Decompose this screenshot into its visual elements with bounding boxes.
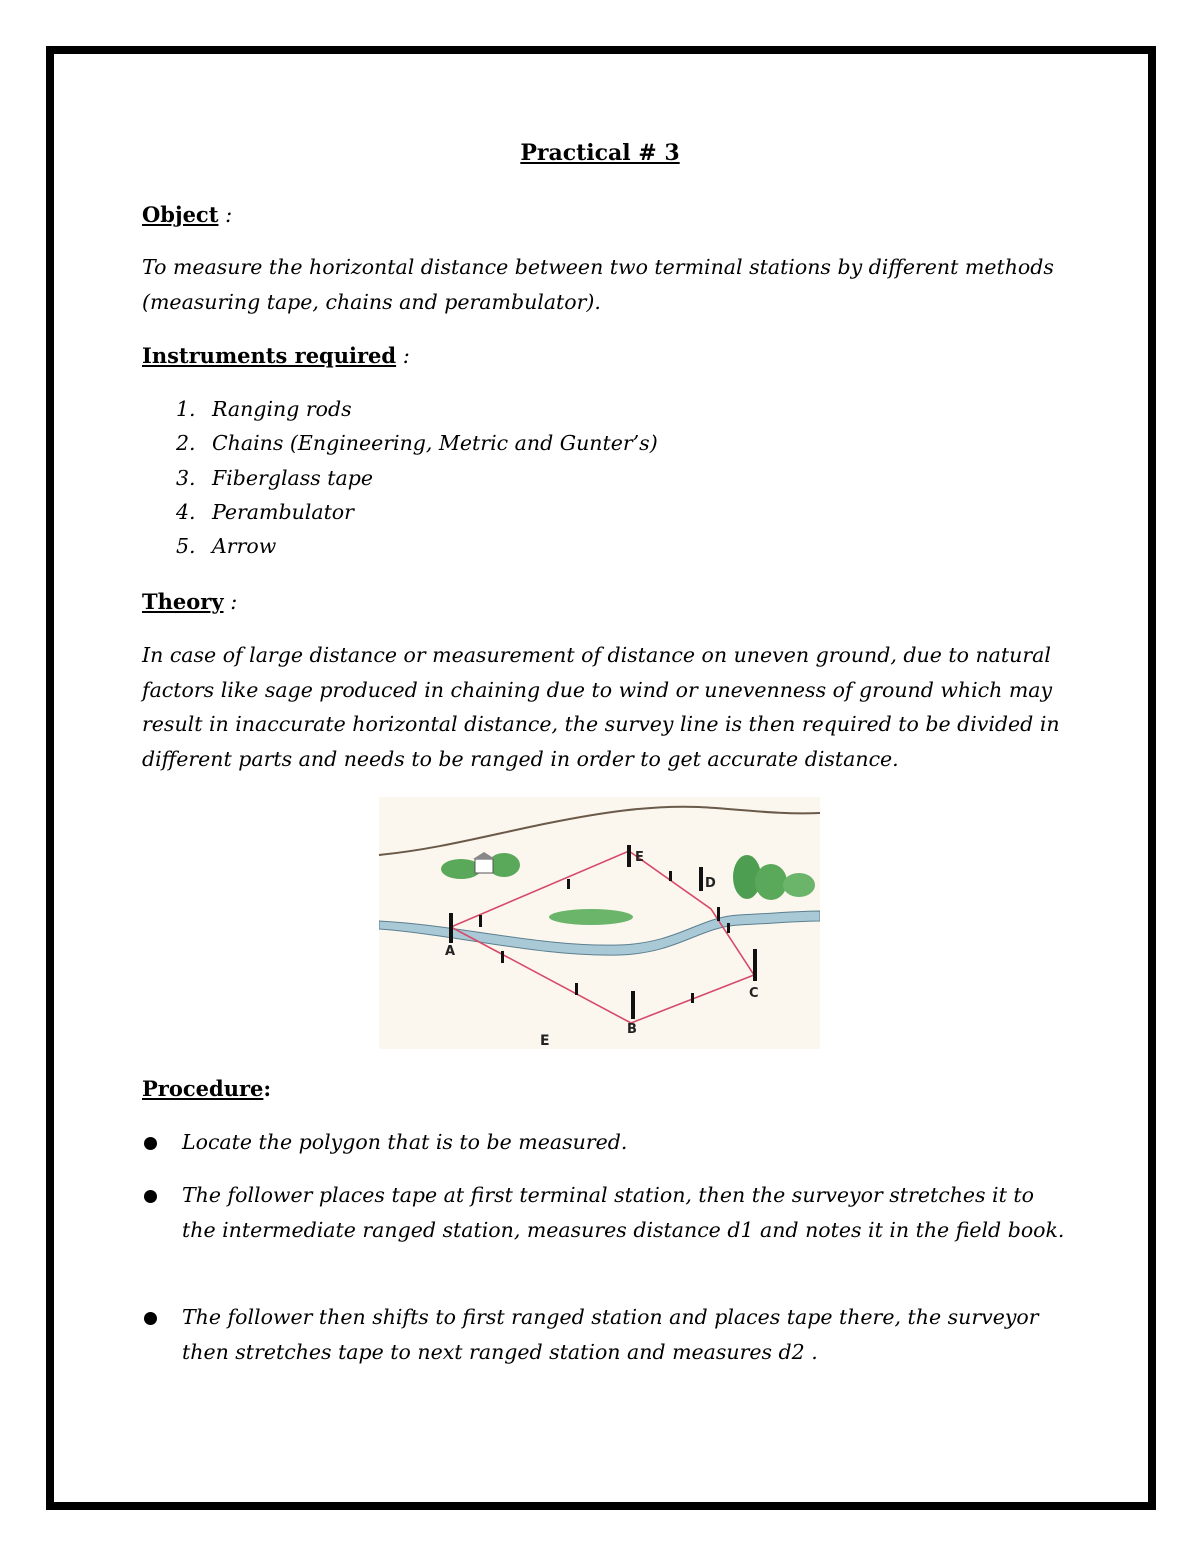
theory-heading-colon: : <box>223 590 238 614</box>
label-b: B <box>627 1022 637 1037</box>
procedure-heading-label: Procedure <box>142 1076 264 1101</box>
instrument-text: Chains (Engineering, Metric and Gunter’s) <box>212 431 658 456</box>
procedure-item: The follower places tape at first terminal station, then the surveyor stretches it to the intermediate ranged station, measures distance d1 and notes it in the field book. <box>182 1183 1065 1242</box>
theory-text: In case of large distance or measurement of distance on uneven ground, due to natural factors like sage produced in chaining due to wind or unevenness of ground which may result in inaccurate horizontal distance, the survey line is then required to be divided in different parts and needs to be ranged in order to get accurate distance. <box>142 643 1060 771</box>
object-text: To measure the horizontal distance between two terminal stations by different methods (measuring tape, chains and perambulator). <box>142 255 1054 314</box>
object-heading-colon: : <box>218 203 233 227</box>
object-heading-label: Object <box>142 202 219 227</box>
instrument-item <box>142 426 842 460</box>
instrument-number: 3. <box>176 465 196 490</box>
procedure-bullet <box>144 1312 157 1325</box>
instrument-number: 4. <box>176 499 196 524</box>
instrument-item <box>142 392 842 426</box>
procedure-item: Locate the polygon that is to be measured. <box>182 1130 628 1154</box>
instruments-list <box>142 392 842 563</box>
island-shrubs <box>549 909 633 925</box>
procedure-item: The follower then shifts to first ranged station and places tape there, the surveyor then stretches tape to next ranged station and measures d2 . <box>182 1305 1039 1364</box>
label-c: C <box>749 986 759 1001</box>
instrument-text: Perambulator <box>212 499 354 524</box>
label-d: D <box>705 876 716 891</box>
instrument-text: Ranging rods <box>212 397 352 421</box>
theory-heading-label: Theory <box>142 589 224 614</box>
page-title: Practical # 3 <box>520 140 680 166</box>
procedure-heading <box>142 1076 271 1101</box>
object-heading <box>142 202 232 227</box>
instrument-text: Fiberglass tape <box>212 465 374 490</box>
instruments-heading-colon: : <box>396 344 410 368</box>
instruments-heading-label: Instruments required <box>142 343 397 368</box>
procedure-heading-colon: : <box>263 1076 272 1101</box>
instrument-text: Arrow <box>212 534 277 559</box>
procedure-bullet <box>144 1137 157 1150</box>
theory-heading <box>142 589 237 614</box>
label-e-bottom: E <box>540 1033 550 1049</box>
procedure-bullet <box>144 1190 157 1203</box>
instrument-number: 2. <box>176 431 196 456</box>
instruments-heading <box>142 343 410 368</box>
label-a: A <box>445 944 456 959</box>
label-e-top: E <box>635 850 644 865</box>
instrument-item <box>142 495 842 529</box>
instrument-number: 5. <box>176 534 196 559</box>
instrument-item <box>142 529 842 563</box>
survey-figure <box>379 797 820 1049</box>
instrument-number: 1. <box>176 397 196 421</box>
instrument-item <box>142 461 842 495</box>
